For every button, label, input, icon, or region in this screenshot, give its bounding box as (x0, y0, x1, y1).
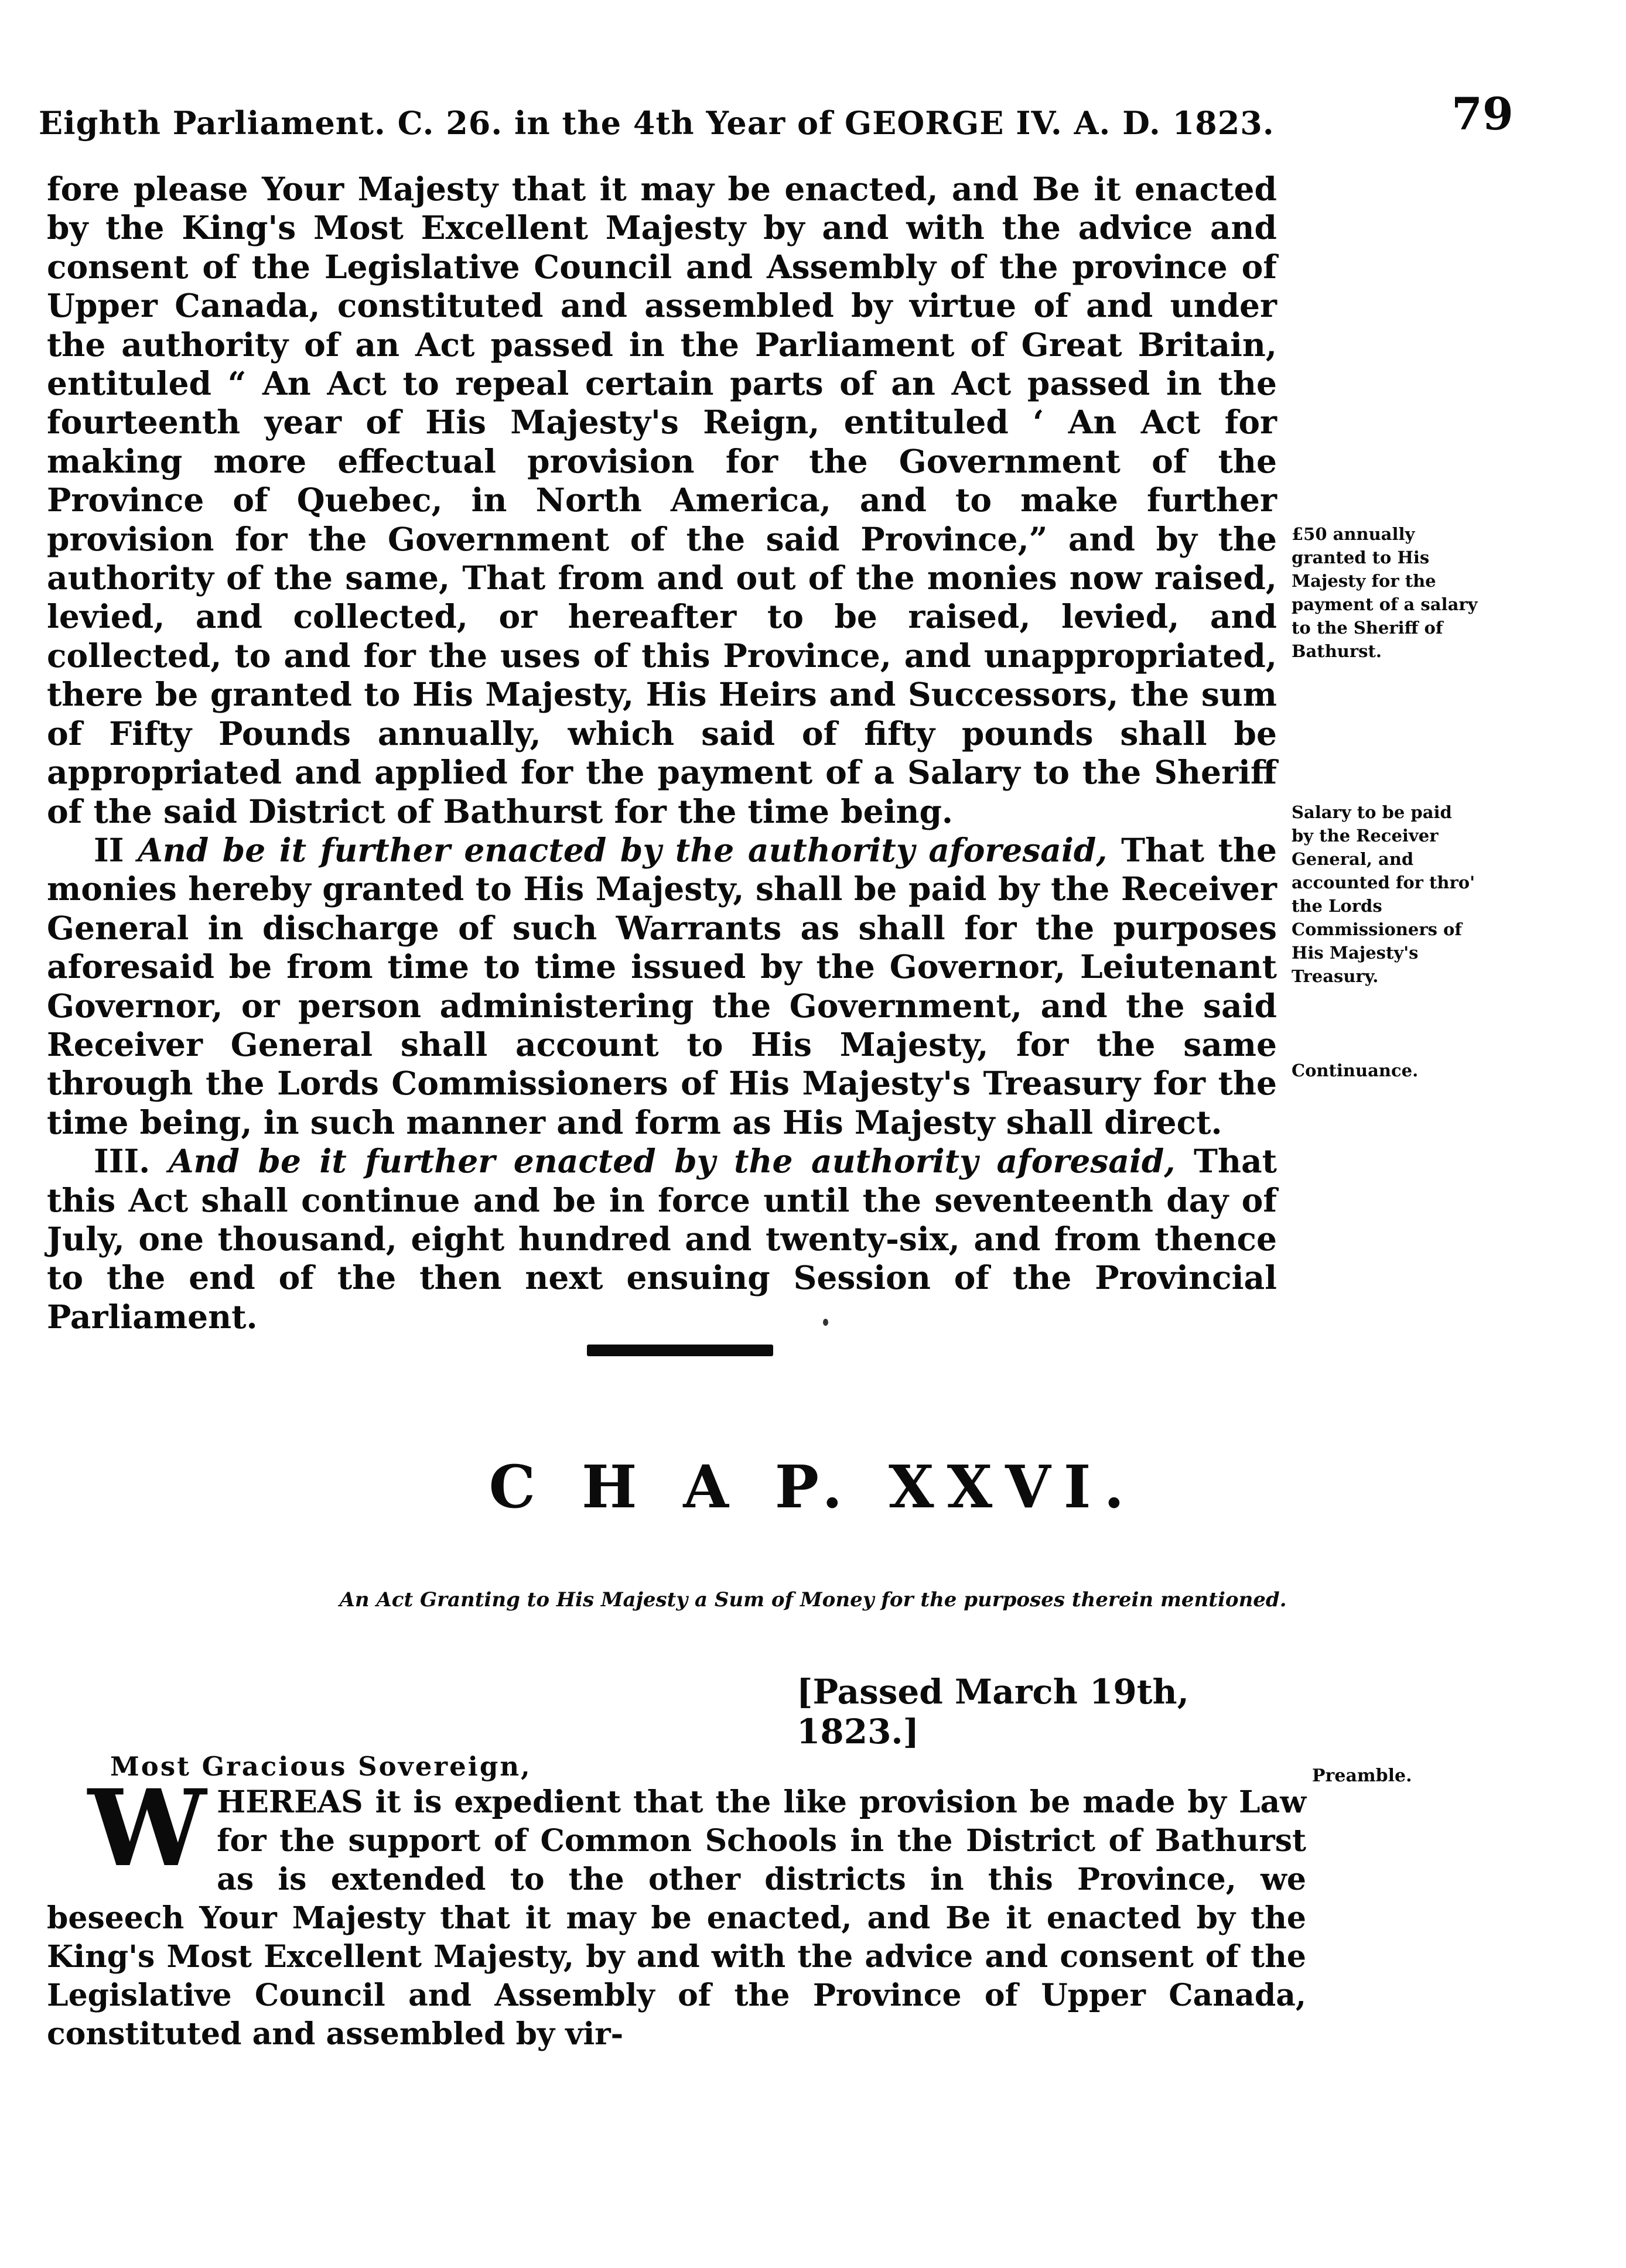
margin-note-continuance: Continuance. (1292, 1061, 1419, 1080)
chapter-26-body (47, 170, 1277, 1336)
passed-date: [Passed March 19th, 1823.] (797, 1672, 1189, 1752)
salutation: Most Gracious Sovereign, (110, 1751, 532, 1782)
page-number: 79 (1451, 88, 1514, 140)
preamble-text: HEREAS it is expedient that the like provision be made by Law for the support of Common Schools in the District of Bathurst as is extended to the other districts in this Province, we beseech Your Majesty that it may be enacted, and Be it enacted by the King's Most Excellent Majesty, by and with the advice and consent of the Legislative Council and Assembly of the Province of Upper Canada, constituted and assembled by vir- (47, 1784, 1306, 2052)
running-head: Eighth Parliament. C. 26. in the 4th Year of GEORGE IV. A. D. 1823. (39, 104, 1275, 142)
section-2-enacting: And be it further enacted by the authority aforesaid, (138, 830, 1108, 869)
margin-note-salary: Salary to be paid by the Receiver General, and accounted for thro' the Lords Commissioners of His Majesty's Treasury. (1292, 802, 1475, 986)
section-3-enacting: And be it further enacted by the authority aforesaid, (168, 1142, 1176, 1181)
margin-note-grant: £50 annually granted to His Majesty for the payment of a salary to the Sheriff of Bathurst. (1292, 524, 1478, 661)
drop-cap: W (88, 1767, 207, 1890)
section-2 (47, 831, 1277, 1142)
section-2-number: II (94, 830, 124, 869)
margin-note-preamble: Preamble. (1312, 1766, 1412, 1786)
section-divider (587, 1345, 773, 1356)
act-title: An Act Granting to His Majesty a Sum of Money for the purposes therein mentioned. (339, 1588, 1287, 1612)
section-2-text: That the monies hereby granted to His Majesty, shall be paid by the Receiver General in discharge of such Warrants as shall for the purposes aforesaid be from time to time issued by the Governor, Leiutenant Governor, or person administering the Government, and the said Receiver General shall account to His Majesty, for the same through the Lords Commissioners of His Majesty's Treasury for the time being, in such manner and form as His Majesty shall direct. (47, 830, 1277, 1141)
paragraph-enacting-clause: fore please Your Majesty that it may be enacted, and Be it enacted by the King's Most Excellent Majesty by and with the advice and consent of the Legislative Council and Assembly of the province of Upper Canada, constituted and assembled by virtue of and under the authority of an Act passed in the Parliament of Great Britain, entituled “ An Act to repeal certain parts of an Act passed in the fourteenth year of His Majesty's Reign, entituled ‘ An Act for making more effectual provision for the Government of the Province of Quebec, in North America, and to make further provision for the Government of the said Province,” and by the authority of the same, That from and out of the monies now raised, levied, and collected, or hereafter to be raised, levied, and collected, to and for the uses of this Province, and unappropriated, there be granted to His Majesty, His Heirs and Successors, the sum of Fifty Pounds annually, which said of fifty pounds shall be appropriated and applied for the payment of a Salary to the Sheriff of the said District of Bathurst for the time being. (47, 170, 1277, 830)
preamble-body (47, 1767, 1306, 2054)
chapter-title: C H A P. XXVI. (489, 1452, 1137, 1521)
ink-speck (823, 1319, 828, 1326)
section-3-text: That this Act shall continue and be in force until the seventeenth day of July, one thousand, eight hundred and twenty-six, and from thence to the end of the then next ensuing Session of the Provincial Parliament. (47, 1142, 1277, 1336)
section-3-number: III. (94, 1142, 151, 1181)
section-3 (47, 1142, 1277, 1336)
